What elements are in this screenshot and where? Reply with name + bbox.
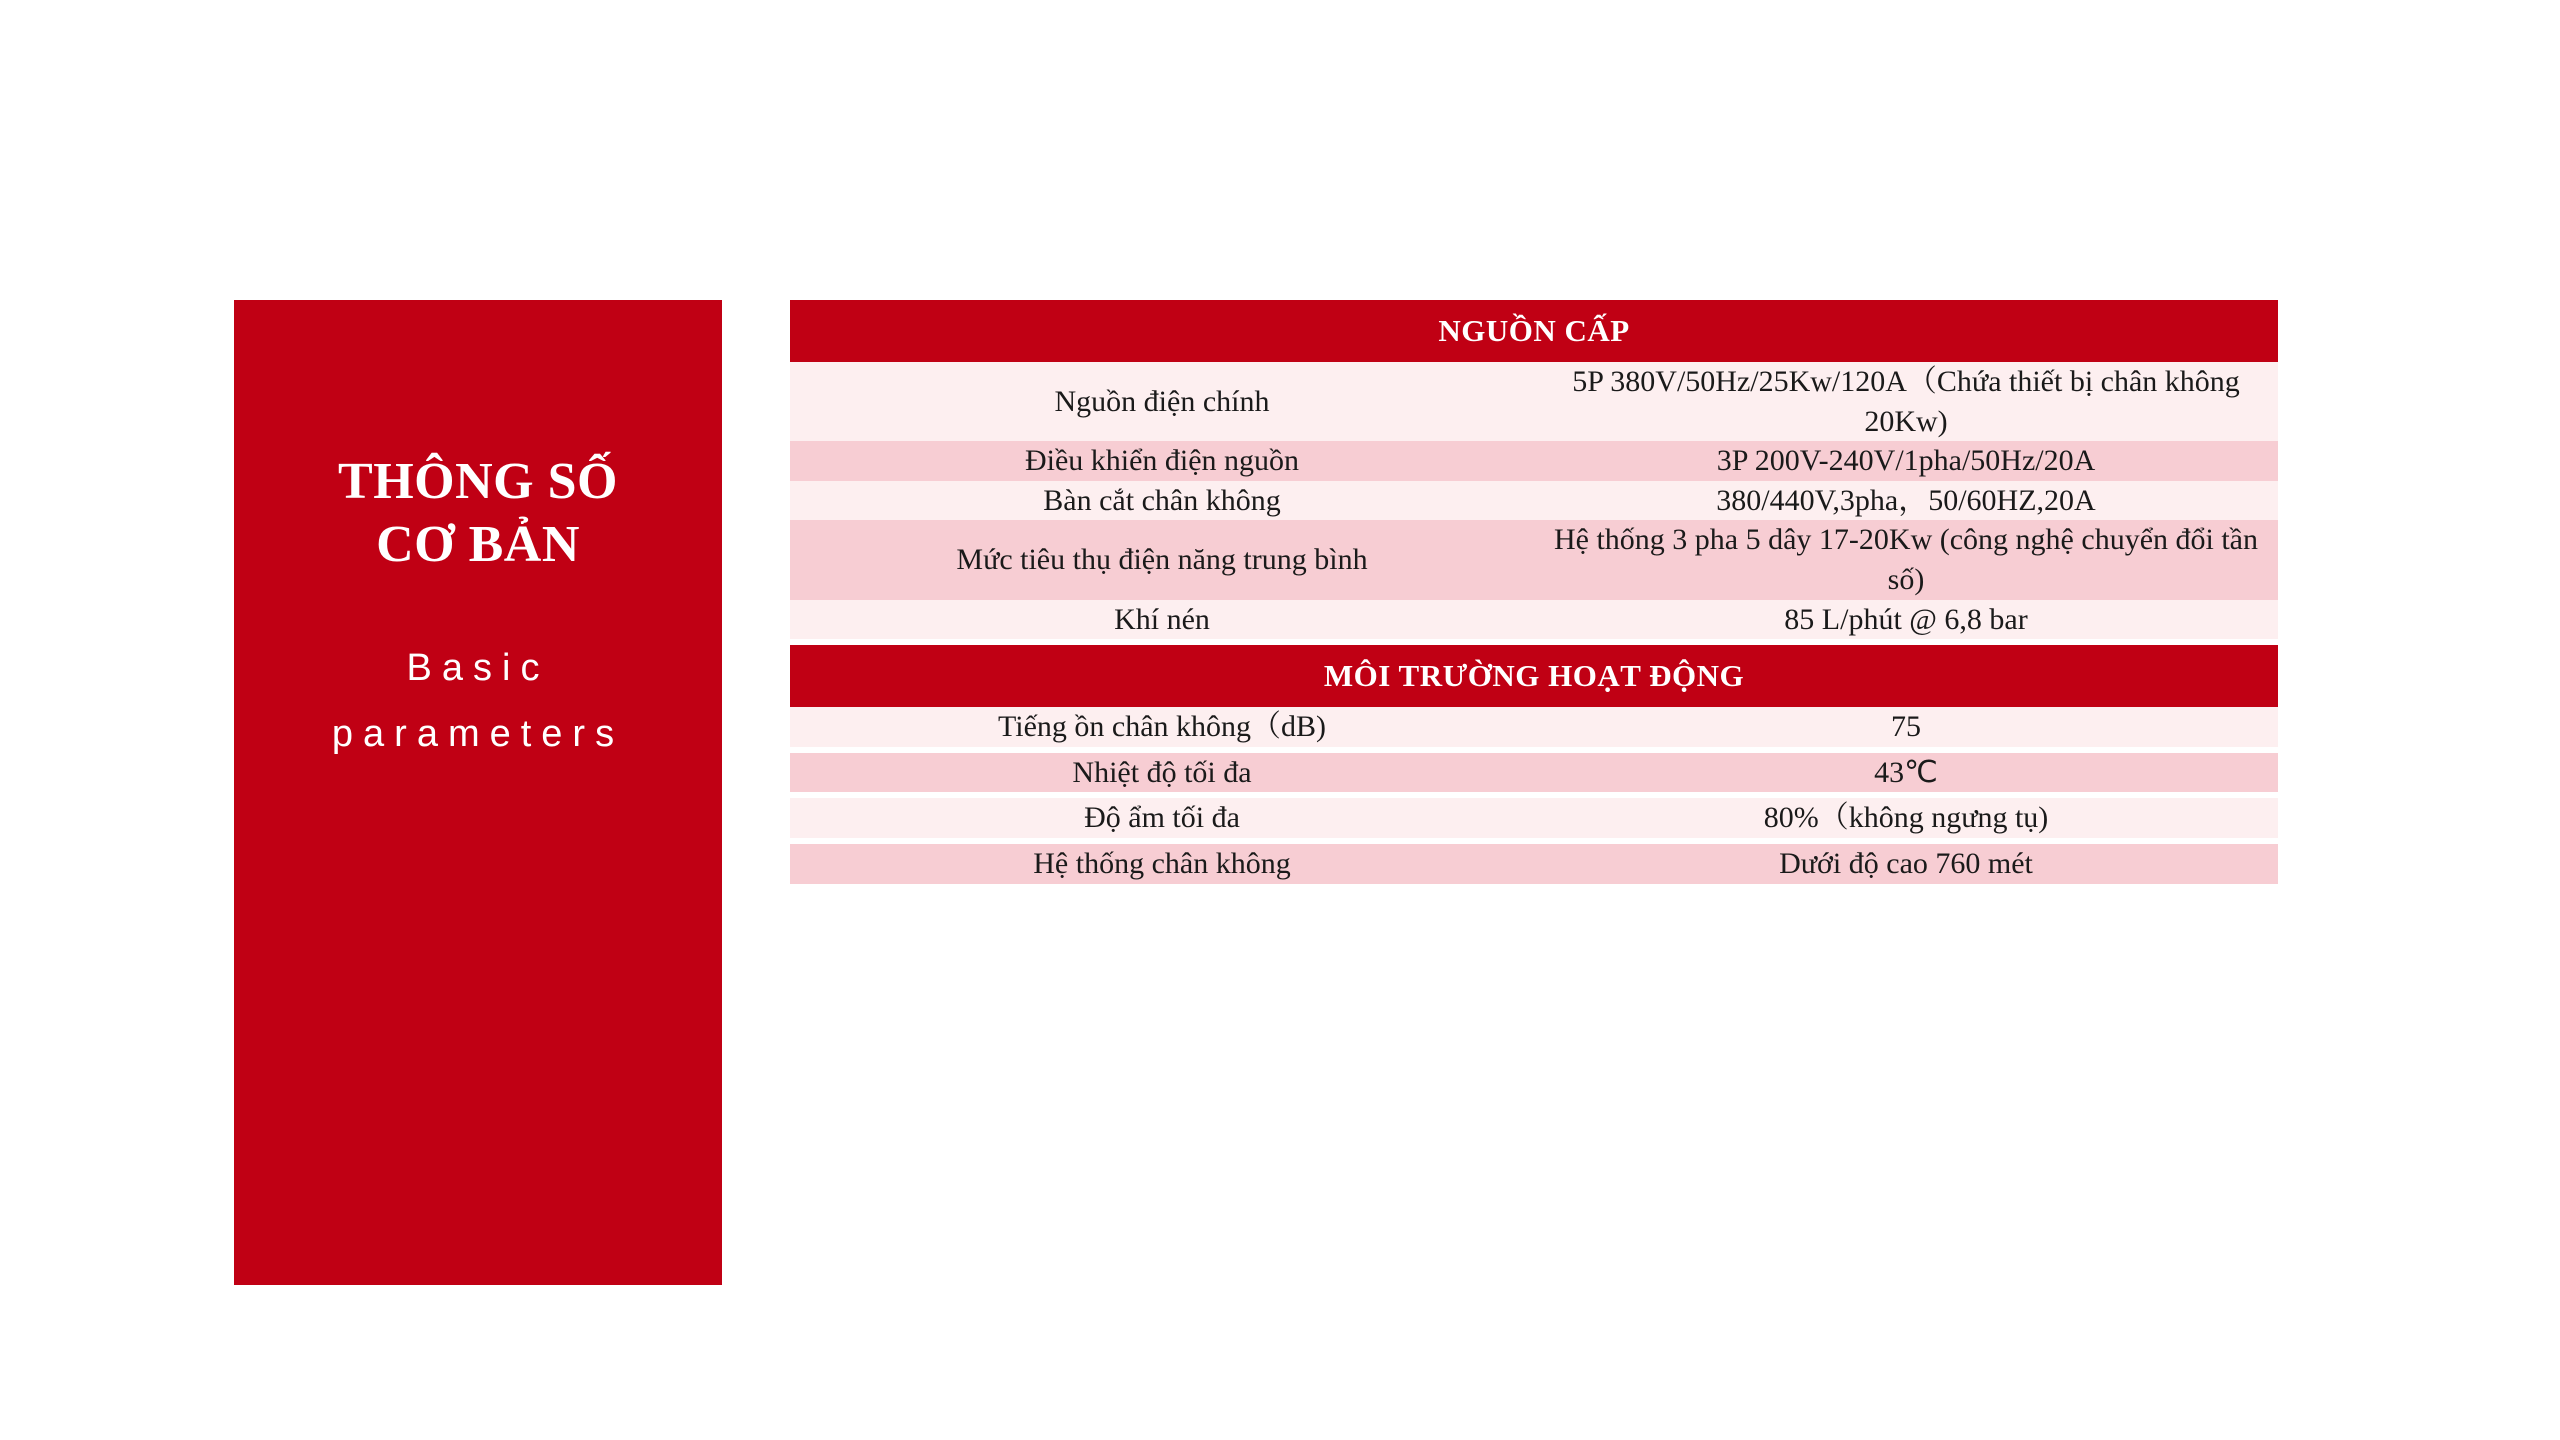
row-value: Hệ thống 3 pha 5 dây 17-20Kw (công nghệ chuyển đổi tần số): [1534, 520, 2278, 599]
panel-subtitle-line2: parameters: [331, 713, 625, 756]
row-value: 80%（không ngưng tụ): [1534, 798, 2278, 838]
section-header-1: MÔI TRƯỜNG HOẠT ĐỘNG: [790, 645, 2278, 707]
table-row: [790, 844, 2278, 884]
spec-table: [790, 300, 2278, 884]
panel-title: [338, 450, 618, 577]
row-value: Dưới độ cao 760 mét: [1534, 844, 2278, 884]
row-label: Khí nén: [790, 600, 1534, 640]
row-label: Hệ thống chân không: [790, 844, 1534, 884]
row-label: Mức tiêu thụ điện năng trung bình: [790, 520, 1534, 599]
section-header-0: NGUỒN CẤP: [790, 300, 2278, 362]
row-value: 3P 200V-240V/1pha/50Hz/20A: [1534, 441, 2278, 481]
row-label: Tiếng ồn chân không（dB): [790, 707, 1534, 747]
row-value: 85 L/phút @ 6,8 bar: [1534, 600, 2278, 640]
table-row: [790, 753, 2278, 793]
row-label: Điều khiển điện nguồn: [790, 441, 1534, 481]
panel-title-line2: CƠ BẢN: [376, 516, 580, 574]
row-label: Nguồn điện chính: [790, 362, 1534, 441]
table-row: [790, 707, 2278, 747]
section-header-row: [790, 645, 2278, 707]
spec-table-wrapper: [790, 300, 2278, 884]
panel-subtitle: [332, 635, 624, 768]
row-label: Độ ẩm tối đa: [790, 798, 1534, 838]
section-header-row: [790, 300, 2278, 362]
row-value: 43℃: [1534, 753, 2278, 793]
table-row: [790, 481, 2278, 521]
table-row: [790, 520, 2278, 599]
row-label: Nhiệt độ tối đa: [790, 753, 1534, 793]
panel-title-line1: THÔNG SỐ: [338, 453, 618, 510]
panel-subtitle-line1: Basic: [406, 646, 550, 689]
table-row: [790, 798, 2278, 838]
row-value: 5P 380V/50Hz/25Kw/120A（Chứa thiết bị chân không 20Kw): [1534, 362, 2278, 441]
title-panel: [234, 300, 722, 1285]
row-label: Bàn cắt chân không: [790, 481, 1534, 521]
row-value: 75: [1534, 707, 2278, 747]
row-value: 380/440V,3pha，50/60HZ,20A: [1534, 481, 2278, 521]
table-row: [790, 600, 2278, 640]
table-row: [790, 362, 2278, 441]
table-row: [790, 441, 2278, 481]
